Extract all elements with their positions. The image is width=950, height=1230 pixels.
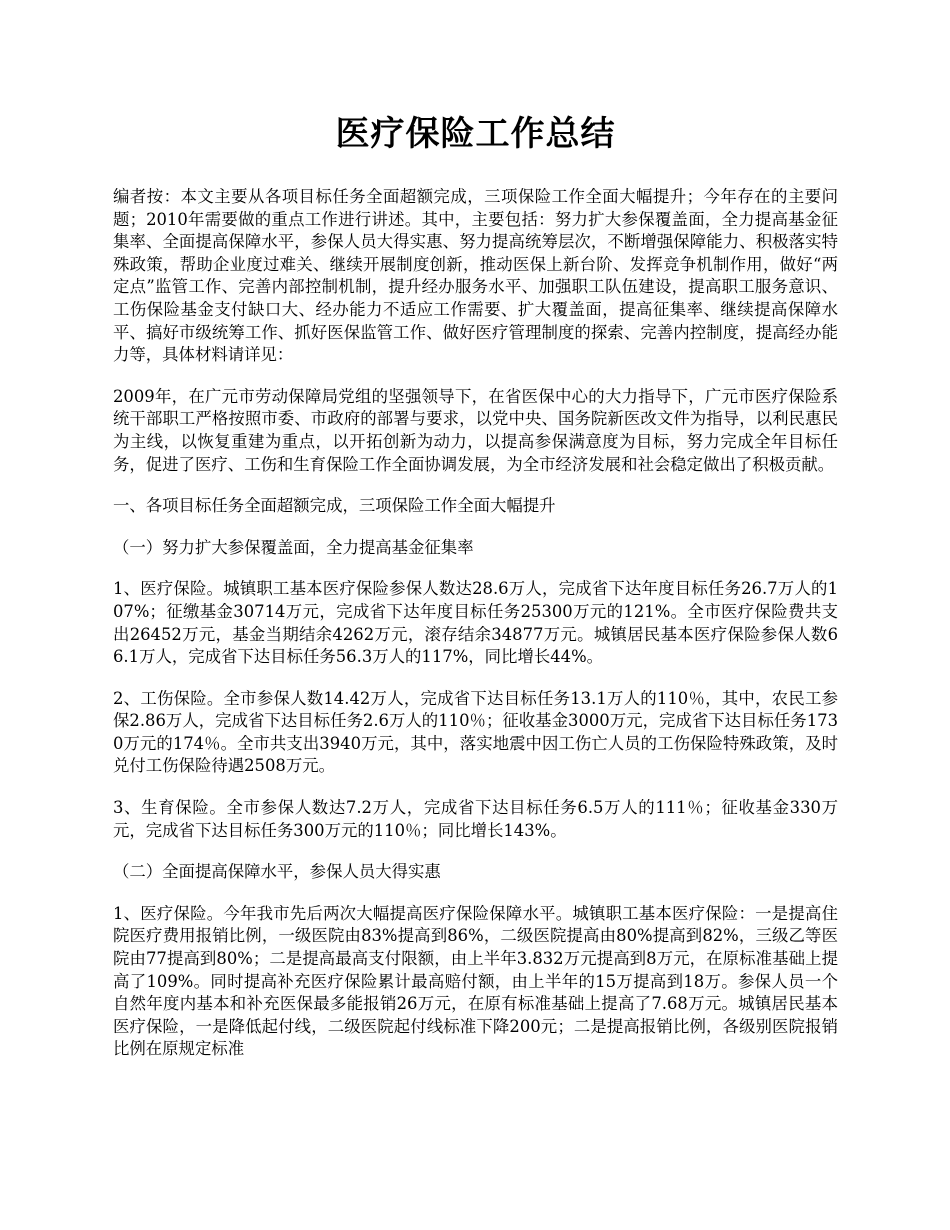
medical-insurance-paragraph: 1、医疗保险。城镇职工基本医疗保险参保人数达28.6万人，完成省下达年度目标任务26.7万人的107%；征缴基金30714万元，完成省下达年度目标任务25300万元的121%。全市医疗保险费共支出26452万元，基金当期结余4262万元，滚存结余34877万元。城镇居民基本医疗保险参保人数66.1万人，完成省下达目标任务56.3万人的117%，同比增长44%。 xyxy=(113,579,838,667)
subsection-heading-2: （二）全面提高保障水平，参保人员大得实惠 xyxy=(113,862,441,882)
intro-paragraph: 2009年，在广元市劳动保障局党组的坚强领导下，在省医保中心的大力指导下，广元市医疗保险系统干部职工严格按照市委、市政府的部署与要求，以党中央、国务院新医改文件为指导，以利民惠民为主线，以恢复重建为重点，以开拓创新为动力，以提高参保满意度为目标，努力完成全年目标任务，促进了医疗、工伤和生育保险工作全面协调发展，为全市经济发展和社会稳定做出了积极贡献。 xyxy=(113,386,838,474)
document-page xyxy=(113,112,838,1080)
medical-benefit-paragraph: 1、医疗保险。今年我市先后两次大幅提高医疗保险保障水平。城镇职工基本医疗保险：一是提高住院医疗费用报销比例，一级医院由83%提高到86%，二级医院提高由80%提高到82%，三级乙等医院由77提高到80%；二是提高最高支付限额，由上半年3.832万元提高到8万元，在原标准基础上提高了109%。同时提高补充医疗保险累计最高赔付额，由上半年的15万提高到18万。参保人员一个自然年度内基本和补充医保最多能报销26万元，在原有标准基础上提高了7.68万元。城镇居民基本医疗保险，一是降低起付线，二级医院起付线标准下降200元；二是提高报销比例，各级别医院报销比例在原规定标准 xyxy=(113,903,838,1059)
document-title: 医疗保险工作总结 xyxy=(335,114,616,154)
injury-insurance-paragraph: 2、工伤保险。全市参保人数14.42万人，完成省下达目标任务13.1万人的110％，其中，农民工参保2.86万人，完成省下达目标任务2.6万人的110％；征收基金3000万元，完成省下达目标任务1730万元的174％。全市共支出3940万元，其中，落实地震中因工伤亡人员的工伤保险特殊政策，及时兑付工伤保险待遇2508万元。 xyxy=(113,688,838,776)
section-heading-1: 一、各项目标任务全面超额完成，三项保险工作全面大幅提升 xyxy=(113,496,556,516)
subsection-heading-1: （一）努力扩大参保覆盖面，全力提高基金征集率 xyxy=(113,537,474,557)
editor-note-paragraph: 编者按：本文主要从各项目标任务全面超额完成，三项保险工作全面大幅提升；今年存在的主要问题；2010年需要做的重点工作进行讲述。其中，主要包括：努力扩大参保覆盖面，全力提高基金征集率、全面提高保障水平，参保人员大得实惠、努力提高统筹层次，不断增强保障能力、积极落实特殊政策，帮助企业度过难关、继续开展制度创新，推动医保上新台阶、发挥竞争机制作用，做好“两定点”监管工作、完善内部控制机制，提升经办服务水平、加强职工队伍建设，提高职工服务意识、工伤保险基金支付缺口大、经办能力不适应工作需要、扩大覆盖面，提高征集率、继续提高保障水平、搞好市级统筹工作、抓好医保监管工作、做好医疗管理制度的探索、完善内控制度，提高经办能力等，具体材料请详见： xyxy=(113,187,838,365)
maternity-insurance-paragraph: 3、生育保险。全市参保人数达7.2万人，完成省下达目标任务6.5万人的111％；征收基金330万元，完成省下达目标任务300万元的110％；同比增长143%。 xyxy=(113,798,838,840)
